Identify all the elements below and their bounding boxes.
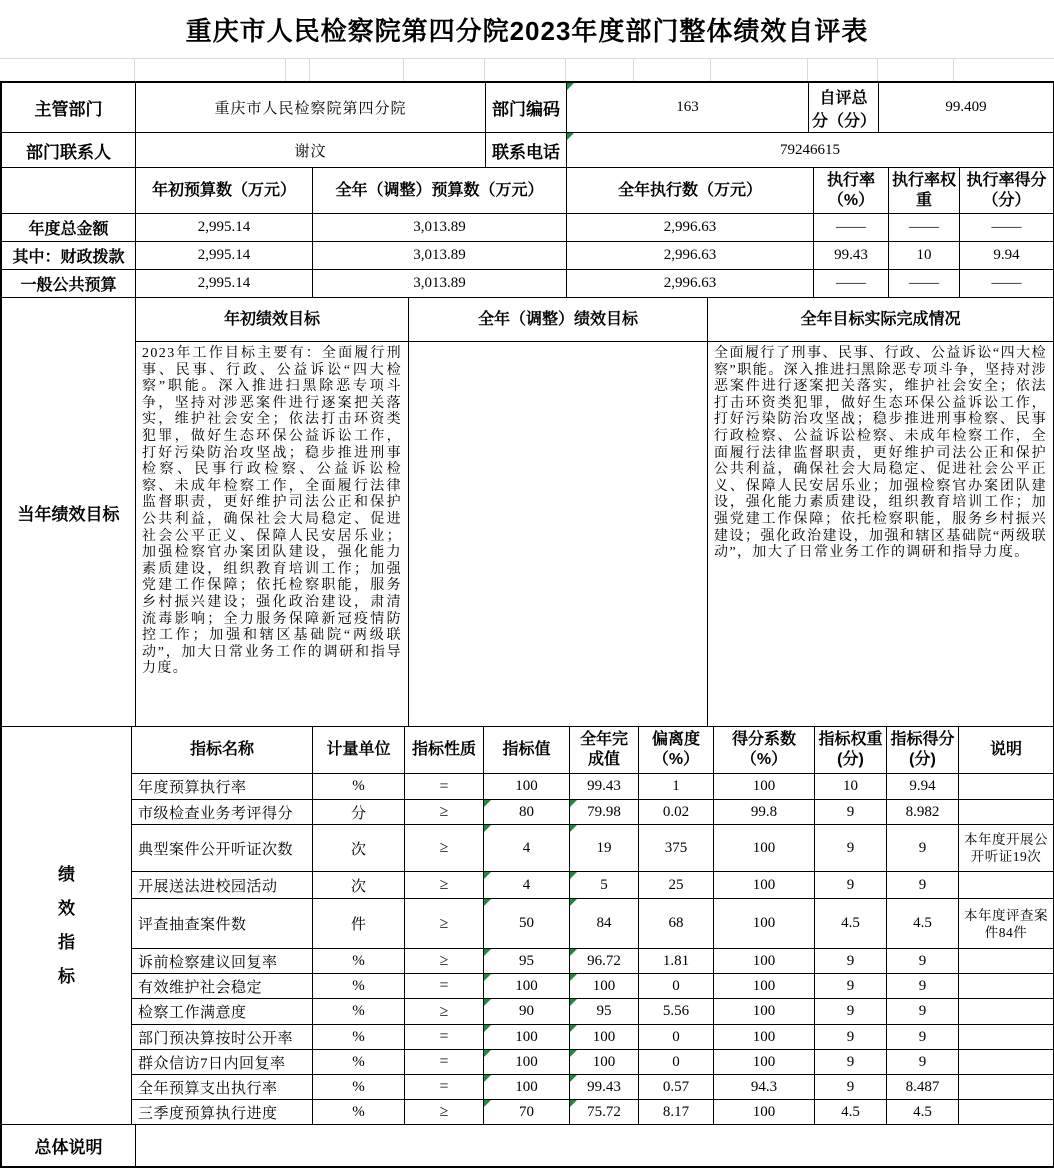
indicator-target [484,1100,570,1125]
excel-flag-icon [570,872,577,879]
budget-adjusted: 3,013.89 [313,242,567,270]
indicator-name: 检察工作满意度 [132,999,313,1025]
indicator-coefficient: 100 [714,825,815,872]
indicator-deviation: 1.81 [639,949,714,974]
indicators-header: 指标值 [484,727,570,774]
indicator-name: 诉前检察建议回复率 [132,949,313,974]
excel-flag-icon [484,999,491,1006]
indicator-weight: 9 [815,1050,887,1075]
indicator-nature: = [405,1025,484,1050]
indicator-name: 开展送法进校园活动 [132,872,313,899]
summary-row [2,1125,1054,1167]
indicator-row [2,825,1054,872]
budget-score: —— [960,270,1054,298]
indicator-score: 8.487 [887,1075,959,1100]
indicator-target [484,800,570,825]
budget-row-public [2,270,1054,298]
indicator-unit: % [313,774,405,800]
indicator-weight: 9 [815,825,887,872]
budget-row-fiscal [2,242,1054,270]
indicator-note [959,1075,1054,1100]
excel-flag-icon [484,1075,491,1082]
indicator-actual [570,974,639,999]
indicator-nature: ≥ [405,899,484,949]
budget-initial: 2,995.14 [136,214,313,242]
excel-flag-icon [570,974,577,981]
indicator-weight: 9 [815,974,887,999]
indicator-actual-text: 75.72 [587,1103,621,1120]
grid-line [565,59,566,81]
indicator-note [959,774,1054,800]
dept-label: 主管部门 [2,83,136,133]
indicator-actual-text: 96.72 [587,952,621,969]
indicator-note [959,974,1054,999]
phone-label: 联系电话 [486,133,567,168]
indicator-weight: 4.5 [815,1100,887,1125]
page-title: 重庆市人民检察院第四分院2023年度部门整体绩效自评表 [185,15,869,46]
indicator-actual-text: 100 [592,977,616,994]
excel-flag-icon [570,1050,577,1057]
indicator-unit: % [313,1075,405,1100]
targets-adjusted-text [409,342,708,727]
indicator-nature: ≥ [405,800,484,825]
indicator-actual-text: 100 [592,1053,616,1070]
indicator-target [484,1075,570,1100]
indicator-unit: % [313,974,405,999]
targets-header: 全年目标实际完成情况 [708,298,1054,342]
indicator-target [484,1050,570,1075]
indicator-note: 本年度评查案件84件 [959,899,1054,949]
indicator-target-text: 50 [519,915,534,931]
indicator-actual-text: 19 [596,839,612,856]
indicator-row [2,1025,1054,1050]
indicator-unit: 件 [313,899,405,949]
budget-row-label: 一般公共预算 [2,270,136,298]
targets-table [1,297,1054,727]
indicators-header: 全年完成值 [570,727,639,774]
indicator-deviation: 1 [639,774,714,800]
indicator-nature: ≥ [405,999,484,1025]
indicator-deviation: 0.57 [639,1075,714,1100]
budget-executed: 2,996.63 [567,214,814,242]
indicator-target-text: 90 [519,1003,534,1019]
phone-value-text: 79246615 [780,141,840,158]
indicator-note [959,1025,1054,1050]
indicator-score: 9 [887,1025,959,1050]
grid-line [877,59,878,81]
main-table-frame [0,81,1054,1168]
excel-flag-icon [484,974,491,981]
indicator-target-text: 100 [515,1028,538,1045]
indicator-target-text: 95 [519,952,534,969]
indicator-score: 9 [887,872,959,899]
indicator-actual-text: 84 [596,915,612,931]
indicator-unit: % [313,1050,405,1075]
excel-flag-icon [570,800,577,807]
indicator-actual-text: 79.98 [587,803,621,820]
indicator-score: 9.94 [887,774,959,800]
targets-header-row [2,298,1054,342]
budget-header: 年初预算数（万元） [136,168,313,214]
indicator-target-text: 4 [522,839,531,856]
indicator-deviation: 375 [639,825,714,872]
grid-line [309,59,310,81]
targets-initial-text: 2023年工作目标主要有：全面履行刑事、民事、行政、公益诉讼“四大检察”职能。深入推进扫黑除恶专项斗争，坚持对涉恶案件进行逐案把关落实，维护社会安全；依法打击环资类犯罪，做好生态环保公益诉讼工作，打好污染防治攻坚战；稳步推进刑事检察、民事行政检察、公益诉讼检察、未成年检察工作，全面履行法律监督职责，更好维护司法公正和保护公共利益，确保社会大局稳定、促进社会公平正义、保障人民安居乐业；加强检察官办案团队建设，强化能力素质建设，组织教育培训工作；加强党建工作保障；依托检察职能，服务乡村振兴建设；强化政治建设，肃清流毒影响；全力服务保障新冠疫情防控工作；加强和辖区基础院“两级联动”，加大日常业务工作的调研和指导力度。 [136,342,409,727]
bottom-margin [0,1168,1054,1174]
indicator-weight: 4.5 [815,899,887,949]
info-table [1,82,1054,168]
indicator-coefficient: 100 [714,999,815,1025]
budget-row-total [2,214,1054,242]
indicator-unit: % [313,949,405,974]
indicator-name: 年度预算执行率 [132,774,313,800]
indicator-actual-text: 5 [600,876,608,893]
indicator-coefficient: 100 [714,899,815,949]
indicator-target: 100 [484,774,570,800]
indicator-coefficient: 100 [714,1050,815,1075]
indicator-actual [570,872,639,899]
indicator-row [2,999,1054,1025]
indicator-actual [570,1025,639,1050]
excel-flag-icon [484,1050,491,1057]
indicator-deviation: 0 [639,1050,714,1075]
contact-value: 谢汶 [136,133,486,168]
indicators-header: 指标性质 [405,727,484,774]
self-score-label: 自评总分（分） [809,83,879,133]
indicators-row-label-text: 绩效指标 [58,864,75,986]
indicator-name: 群众信访7日内回复率 [132,1050,313,1075]
summary-content [136,1125,1054,1167]
grid-line [484,59,485,81]
targets-header: 全年（调整）绩效目标 [409,298,708,342]
indicator-coefficient: 100 [714,949,815,974]
indicators-table [1,726,1054,1125]
budget-initial: 2,995.14 [136,270,313,298]
indicator-deviation: 0.02 [639,800,714,825]
indicator-actual [570,1050,639,1075]
indicator-score: 9 [887,949,959,974]
budget-initial: 2,995.14 [136,242,313,270]
grid-line [953,59,954,81]
indicator-nature: ≥ [405,825,484,872]
indicator-weight: 9 [815,872,887,899]
indicator-actual-text: 95 [596,1003,612,1019]
budget-table [1,167,1054,298]
targets-content-row [2,342,1054,727]
excel-flag-icon [570,825,577,832]
indicator-actual [570,825,639,872]
targets-actual-text: 全面履行了刑事、民事、行政、公益诉讼“四大检察”职能。深入推进扫黑除恶专项斗争，坚持对涉恶案件进行逐案把关落实，维护社会安全；依法打击环资类犯罪，做好生态环保公益诉讼工作，打好污染防治攻坚战；稳步推进刑事检察、民事行政检察、公益诉讼检察、未成年检察工作，全面履行法律监督职责，更好维护司法公正和保护公共利益，确保社会大局稳定、促进社会公平正义、保障人民安居乐业；加强检察官办案团队建设，强化能力素质建设，组织教育培训工作；加强党建工作保障；依托检察职能，服务乡村振兴建设；强化政治建设，加强和辖区基础院“两级联动”，加大了日常业务工作的调研和指导力度。 [708,342,1054,727]
indicator-coefficient: 100 [714,774,815,800]
indicator-row [2,872,1054,899]
indicator-target-text: 100 [515,1053,538,1070]
budget-row-label: 年度总金额 [2,214,136,242]
indicator-actual [570,999,639,1025]
excel-flag-icon [484,872,491,879]
info-row-dept [2,83,1054,133]
contact-label: 部门联系人 [2,133,136,168]
excel-flag-icon [570,949,577,956]
grid-line [285,59,286,81]
indicator-coefficient: 100 [714,974,815,999]
indicator-unit: 次 [313,825,405,872]
indicators-header: 偏离度（%） [639,727,714,774]
indicators-header: 得分系数（%） [714,727,815,774]
budget-corner-cell [2,168,136,214]
indicator-deviation: 68 [639,899,714,949]
indicator-unit: 分 [313,800,405,825]
indicator-score: 9 [887,999,959,1025]
indicator-nature: ≥ [405,1100,484,1125]
indicator-row [2,800,1054,825]
budget-rate: —— [814,270,889,298]
indicator-weight: 9 [815,800,887,825]
indicator-coefficient: 100 [714,872,815,899]
excel-flag-icon [570,1100,577,1107]
indicator-coefficient: 99.8 [714,800,815,825]
indicator-row [2,899,1054,949]
indicator-actual [570,800,639,825]
indicator-score: 9 [887,825,959,872]
indicators-header-row [2,727,1054,774]
indicator-nature: ≥ [405,949,484,974]
targets-header: 年初绩效目标 [136,298,409,342]
code-label: 部门编码 [486,83,567,133]
excel-flag-icon [570,999,577,1006]
grid-line [807,59,808,81]
indicator-name: 有效维护社会稳定 [132,974,313,999]
excel-flag-icon [567,83,574,90]
info-row-contact [2,133,1054,168]
indicator-score: 4.5 [887,1100,959,1125]
indicator-score: 9 [887,974,959,999]
budget-header: 执行率（%） [814,168,889,214]
indicator-target-text: 100 [515,1078,538,1095]
indicator-row [2,1100,1054,1125]
indicator-row [2,1075,1054,1100]
targets-row-label: 当年绩效目标 [2,298,136,727]
indicator-name: 全年预算支出执行率 [132,1075,313,1100]
indicator-actual [570,1100,639,1125]
indicator-coefficient: 94.3 [714,1075,815,1100]
self-score-value: 99.409 [879,83,1054,133]
budget-row-label: 其中：财政拨款 [2,242,136,270]
indicators-row-label [2,727,132,1125]
indicator-score: 9 [887,1050,959,1075]
summary-table [1,1124,1054,1167]
budget-score: 9.94 [960,242,1054,270]
indicator-note [959,1050,1054,1075]
grid-line [710,59,711,81]
indicator-deviation: 25 [639,872,714,899]
excel-flag-icon [570,1025,577,1032]
indicator-nature: = [405,974,484,999]
indicator-target-text: 4 [522,876,531,893]
indicator-name: 市级检查业务考评得分 [132,800,313,825]
indicator-unit: % [313,1025,405,1050]
budget-score: —— [960,214,1054,242]
indicator-name: 部门预决算按时公开率 [132,1025,313,1050]
phone-value [567,133,1054,168]
budget-rate: 99.43 [814,242,889,270]
indicator-unit: % [313,999,405,1025]
indicator-row [2,774,1054,800]
indicators-header: 计量单位 [313,727,405,774]
excel-flag-icon [484,825,491,832]
indicators-header: 说明 [959,727,1054,774]
grid-line [403,59,404,81]
indicator-row [2,1050,1054,1075]
indicator-score: 8.982 [887,800,959,825]
indicator-coefficient: 100 [714,1100,815,1125]
budget-weight: —— [889,214,960,242]
indicators-header: 指标权重(分) [815,727,887,774]
indicator-nature: ≥ [405,872,484,899]
indicator-weight: 10 [815,774,887,800]
dept-value: 重庆市人民检察院第四分院 [136,83,486,133]
indicator-row [2,974,1054,999]
indicator-deviation: 5.56 [639,999,714,1025]
indicator-target [484,1025,570,1050]
budget-adjusted: 3,013.89 [313,214,567,242]
indicator-target [484,974,570,999]
indicator-target [484,872,570,899]
indicator-actual: 99.43 [570,774,639,800]
indicator-actual-text: 100 [592,1028,616,1045]
excel-flag-icon [570,1075,577,1082]
budget-weight: —— [889,270,960,298]
indicator-nature: = [405,774,484,800]
excel-flag-icon [484,1025,491,1032]
budget-adjusted: 3,013.89 [313,270,567,298]
indicator-row [2,949,1054,974]
budget-weight: 10 [889,242,960,270]
empty-grid-row [0,58,1054,81]
indicator-target [484,999,570,1025]
indicators-header: 指标得分(分) [887,727,959,774]
excel-flag-icon [484,949,491,956]
grid-line [134,59,135,81]
indicator-weight: 9 [815,1075,887,1100]
indicator-target-text: 100 [515,977,538,994]
budget-header: 执行率得分（分） [960,168,1054,214]
indicator-actual [570,899,639,949]
excel-flag-icon [484,1100,491,1107]
budget-rate: —— [814,214,889,242]
indicator-note [959,949,1054,974]
budget-executed: 2,996.63 [567,270,814,298]
indicator-deviation: 0 [639,1025,714,1050]
excel-flag-icon [567,133,574,140]
indicator-actual [570,949,639,974]
code-value-text: 163 [676,99,699,115]
indicator-unit: % [313,1100,405,1125]
indicator-nature: = [405,1075,484,1100]
indicator-deviation: 8.17 [639,1100,714,1125]
budget-header: 全年执行数（万元） [567,168,814,214]
indicator-name: 典型案件公开听证次数 [132,825,313,872]
budget-header: 全年（调整）预算数（万元） [313,168,567,214]
indicator-target [484,899,570,949]
excel-flag-icon [570,899,577,906]
indicator-score: 4.5 [887,899,959,949]
budget-header: 执行率权重 [889,168,960,214]
indicator-actual-text: 99.43 [587,1078,621,1095]
indicator-name: 三季度预算执行进度 [132,1100,313,1125]
indicator-name: 评查抽查案件数 [132,899,313,949]
indicator-weight: 9 [815,999,887,1025]
indicator-target [484,949,570,974]
indicator-target-text: 70 [519,1103,534,1120]
indicator-nature: = [405,1050,484,1075]
indicator-target-text: 80 [519,803,534,820]
indicator-weight: 9 [815,949,887,974]
indicator-actual [570,1075,639,1100]
indicator-note [959,999,1054,1025]
indicator-unit: 次 [313,872,405,899]
excel-flag-icon [484,800,491,807]
indicators-header: 指标名称 [132,727,313,774]
indicator-deviation: 0 [639,974,714,999]
indicator-note [959,800,1054,825]
excel-flag-icon [484,899,491,906]
indicator-weight: 9 [815,1025,887,1050]
indicator-target [484,825,570,872]
indicator-note: 本年度开展公开听证19次 [959,825,1054,872]
budget-executed: 2,996.63 [567,242,814,270]
indicator-coefficient: 100 [714,1025,815,1050]
summary-label: 总体说明 [2,1125,136,1167]
code-value [567,83,809,133]
indicator-note [959,1100,1054,1125]
budget-header-row [2,168,1054,214]
grid-line [633,59,634,81]
indicator-note [959,872,1054,899]
